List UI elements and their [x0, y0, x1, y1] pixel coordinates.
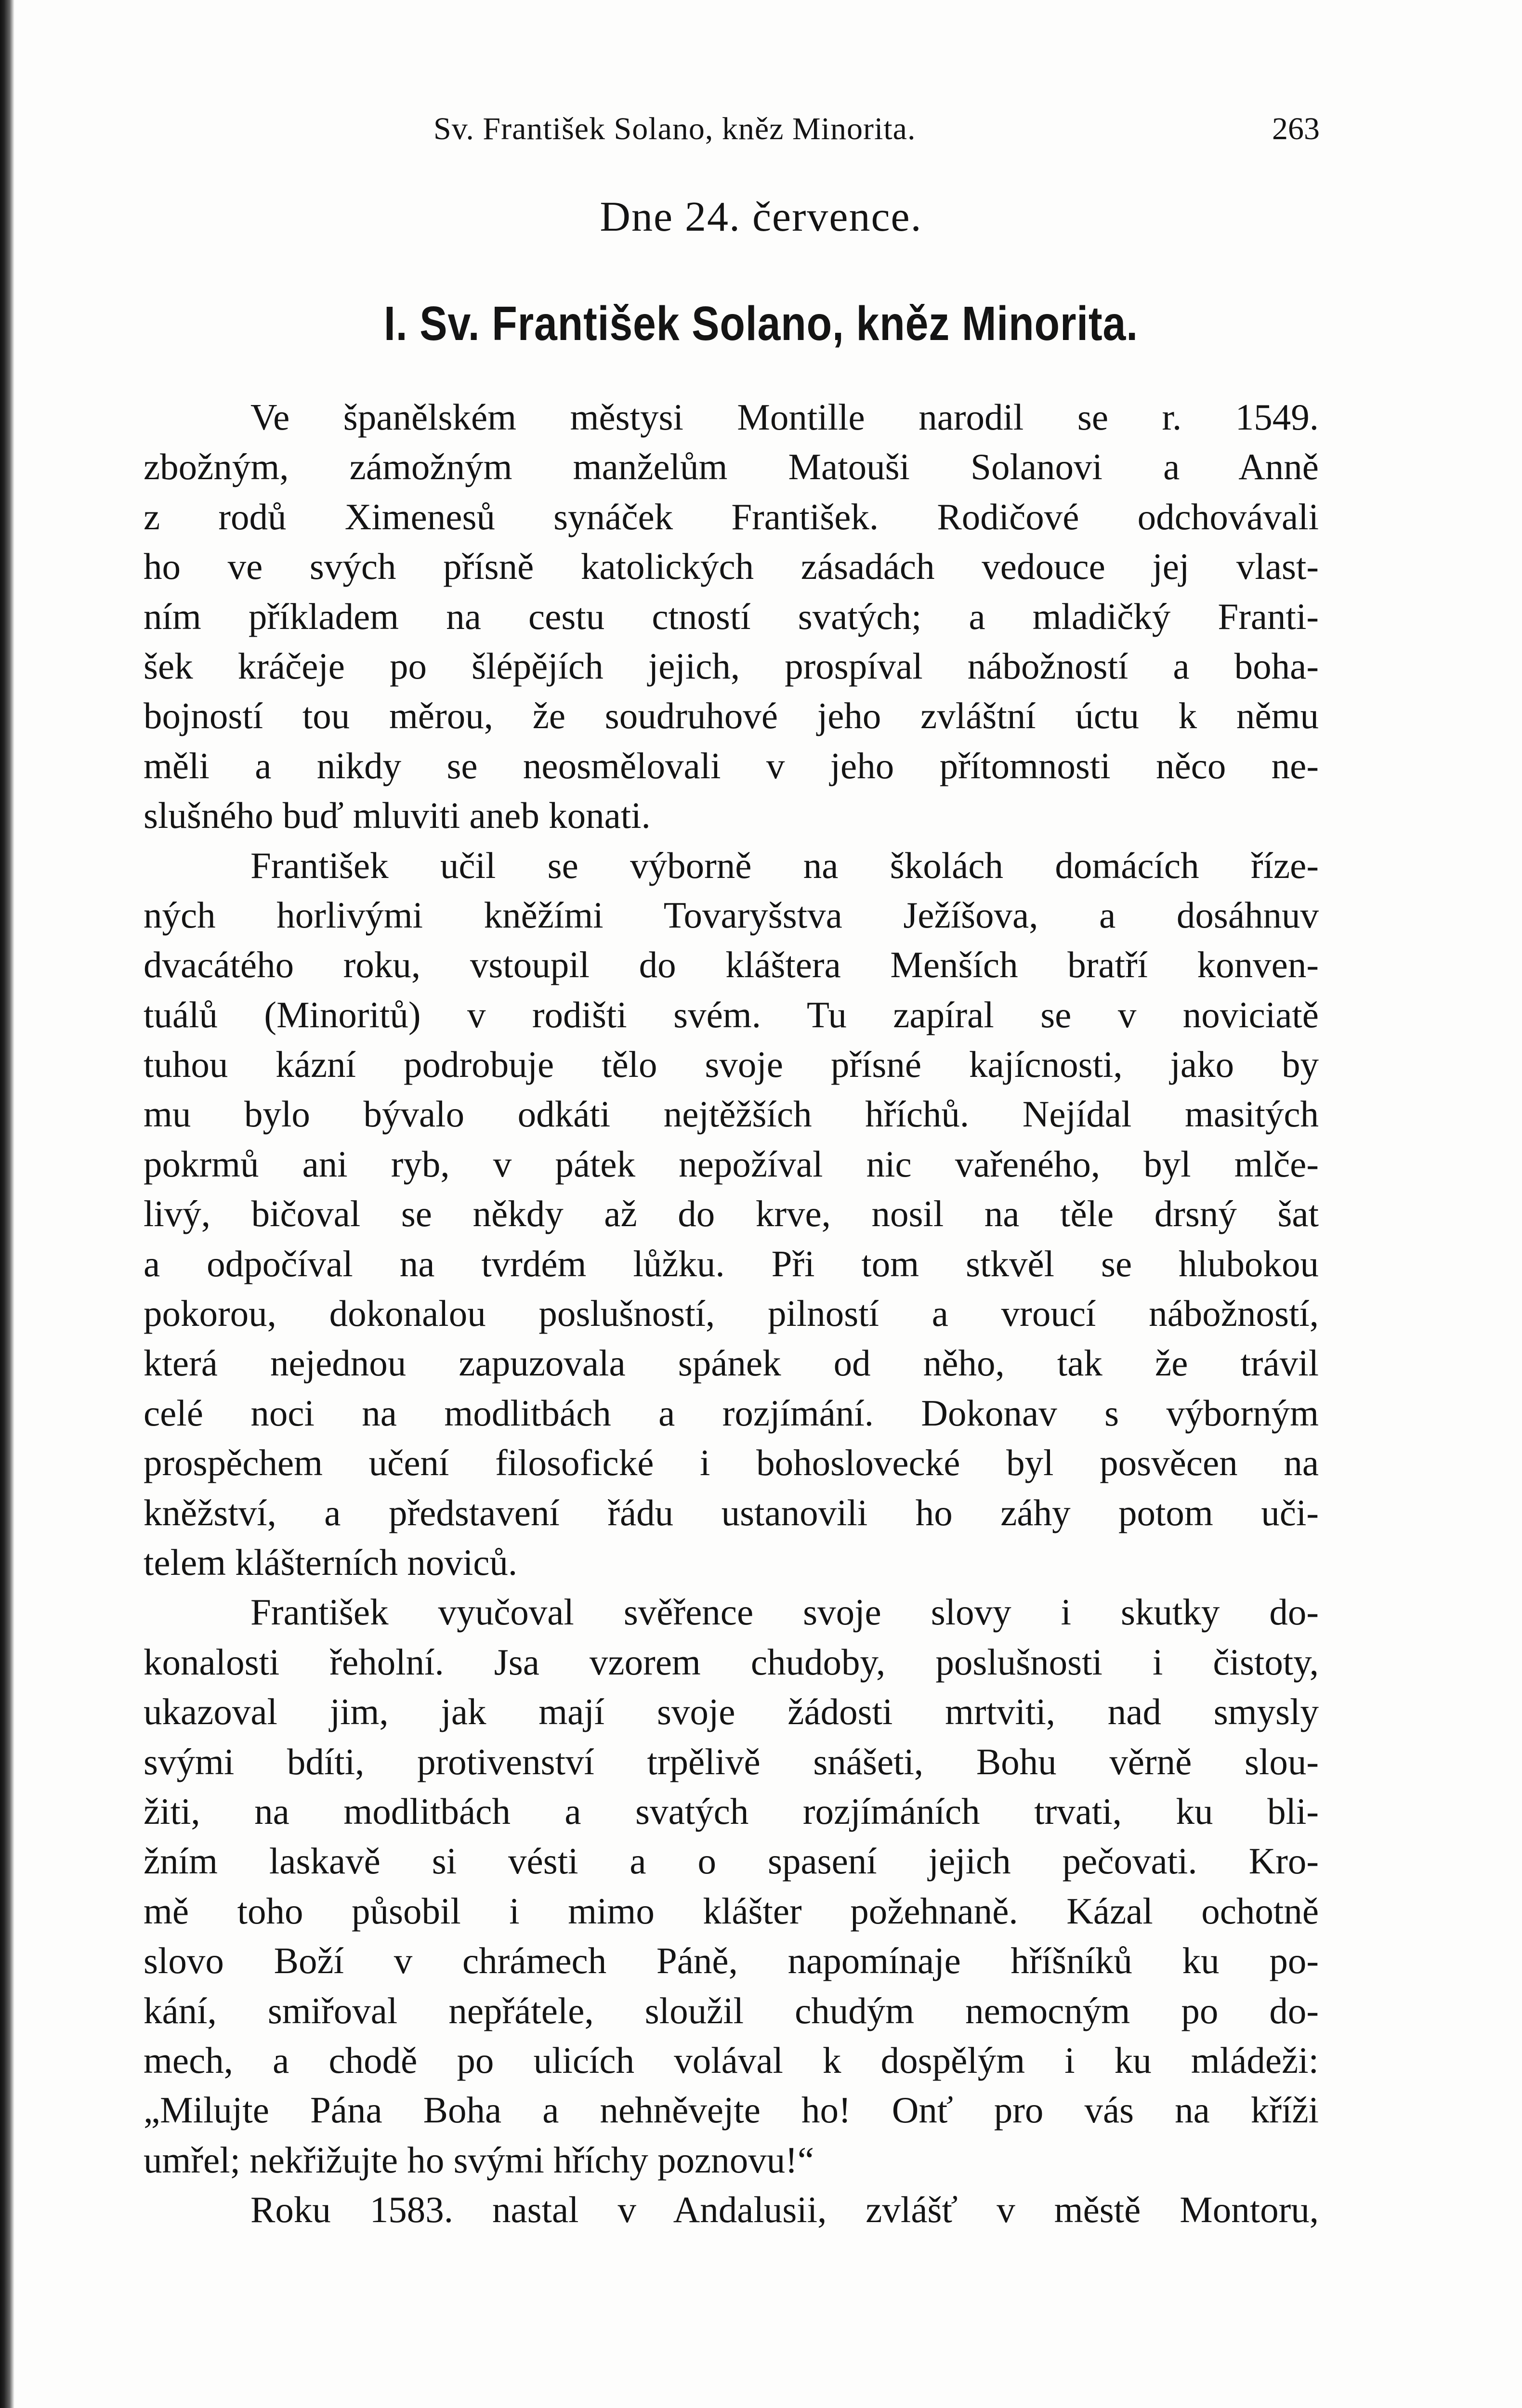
paragraph-4	[144, 2185, 1319, 2235]
text-line: měli a nikdy se neosmělovali v jeho přítomnosti něco ne-	[144, 745, 1319, 786]
paragraph-3	[144, 1587, 1319, 2185]
saint-heading: I. Sv. František Solano, kněz Minorita.	[384, 297, 1138, 351]
text-line: pokrmů ani ryb, v pátek nepožíval nic vařeného, byl mlče-	[144, 1143, 1319, 1185]
text-line: livý, bičoval se někdy až do krve, nosil na těle drsný šat	[144, 1193, 1319, 1235]
text-line: konalosti řeholní. Jsa vzorem chudoby, poslušnosti i čistoty,	[144, 1641, 1319, 1683]
running-title: Sv. František Solano, kněz Minorita.	[433, 111, 916, 146]
text-line: žním laskavě si vésti a o spasení jejich pečovati. Kro-	[144, 1840, 1319, 1882]
text-line: ním příkladem na cestu ctností svatých; a mladičký Franti-	[144, 595, 1319, 637]
text-line: bojností tou měrou, že soudruhové jeho zvláštní úctu k němu	[144, 695, 1319, 737]
text-line: František učil se výborně na školách domácích řízе-	[250, 844, 1319, 886]
text-line: která nejednou zapuzovala spánek od něho, tak že trávil	[144, 1342, 1319, 1384]
book-spine-shadow	[0, 0, 14, 2408]
text-line: z rodů Ximenesů synáček František. Rodičové odchovávali	[144, 496, 1319, 537]
body-text	[144, 393, 1319, 2235]
text-line: mech, a chodě po ulicích volával k dospělým i ku mládeži:	[144, 2039, 1319, 2081]
text-line: dvacátého roku, vstoupil do kláštera Menších bratří konven-	[144, 944, 1319, 986]
text-line: kněžství, a představení řádu ustanovili ho záhy potom uči-	[144, 1492, 1319, 1533]
text-line: Ve španělském městysi Montille narodil se r. 1549.	[250, 396, 1319, 438]
paragraph-1	[144, 393, 1319, 841]
text-line: slušného buď mluviti aneb konati.	[144, 795, 651, 837]
text-line: František vyučoval svěřence svoje slovy i skutky do-	[250, 1591, 1319, 1633]
text-line: slovo Boží v chrámech Páně, napomínaje hříšníků ku po-	[144, 1940, 1319, 1982]
date-heading: Dne 24. července.	[600, 194, 922, 240]
text-line: mě toho působil i mimo klášter požehnaně. Kázal ochotně	[144, 1890, 1319, 1932]
paragraph-2	[144, 841, 1319, 1588]
text-line: tuálů (Minoritů) v rodišti svém. Tu zapíral se v noviciatě	[144, 994, 1319, 1035]
text-line: pokorou, dokonalou poslušností, pilností a vroucí nábožností,	[144, 1293, 1319, 1335]
text-line: ukazoval jim, jak mají svoje žádosti mrtviti, nad smysly	[144, 1691, 1319, 1733]
page-number: 263	[1272, 111, 1320, 146]
text-line: Roku 1583. nastal v Andalusii, zvlášť v městě Montoru,	[250, 2189, 1319, 2231]
text-line: svými bdíti, protivenství trpělivě snášeti, Bohu věrně slou-	[144, 1741, 1319, 1782]
text-line: tuhou kázní podrobuje tělo svoje přísné kajícnosti, jako by	[144, 1044, 1319, 1086]
text-line: šek kráčeje po šlépějích jejich, prospíval nábožností a boha-	[144, 645, 1319, 687]
text-line: zbožným, zámožným manželům Matouši Solanovi a Anně	[144, 446, 1319, 488]
text-line: telem klášterních noviců.	[144, 1541, 518, 1583]
text-line: a odpočíval na tvrdém lůžku. Při tom stkvěl se hlubokou	[144, 1243, 1319, 1284]
text-line: žiti, na modlitbách a svatých rozjímáních trvati, ku bli-	[144, 1790, 1319, 1832]
text-line: umřel; nekřižujte ho svými hříchy poznovu!“	[144, 2139, 814, 2181]
text-line: celé noci na modlitbách a rozjímání. Dokonav s výborným	[144, 1392, 1319, 1434]
text-line: ho ve svých přísně katolických zásadách vedouce jej vlast-	[144, 546, 1319, 588]
text-line: prospěchem učení filosofické i bohoslovecké byl posvěcen na	[144, 1442, 1319, 1484]
text-line: mu bylo bývalo odkáti nejtěžších hříchů. Nejídal masitých	[144, 1093, 1319, 1135]
text-line: „Milujte Pána Boha a nehněvejte ho! Onť pro vás na kříži	[144, 2089, 1319, 2131]
text-line: ných horlivými kněžími Tovaryšstva Ježíšova, a dosáhnuv	[144, 894, 1319, 936]
text-line: kání, smiřoval nepřátele, sloužil chudým nemocným po do-	[144, 1989, 1319, 2031]
running-header	[144, 111, 1320, 159]
